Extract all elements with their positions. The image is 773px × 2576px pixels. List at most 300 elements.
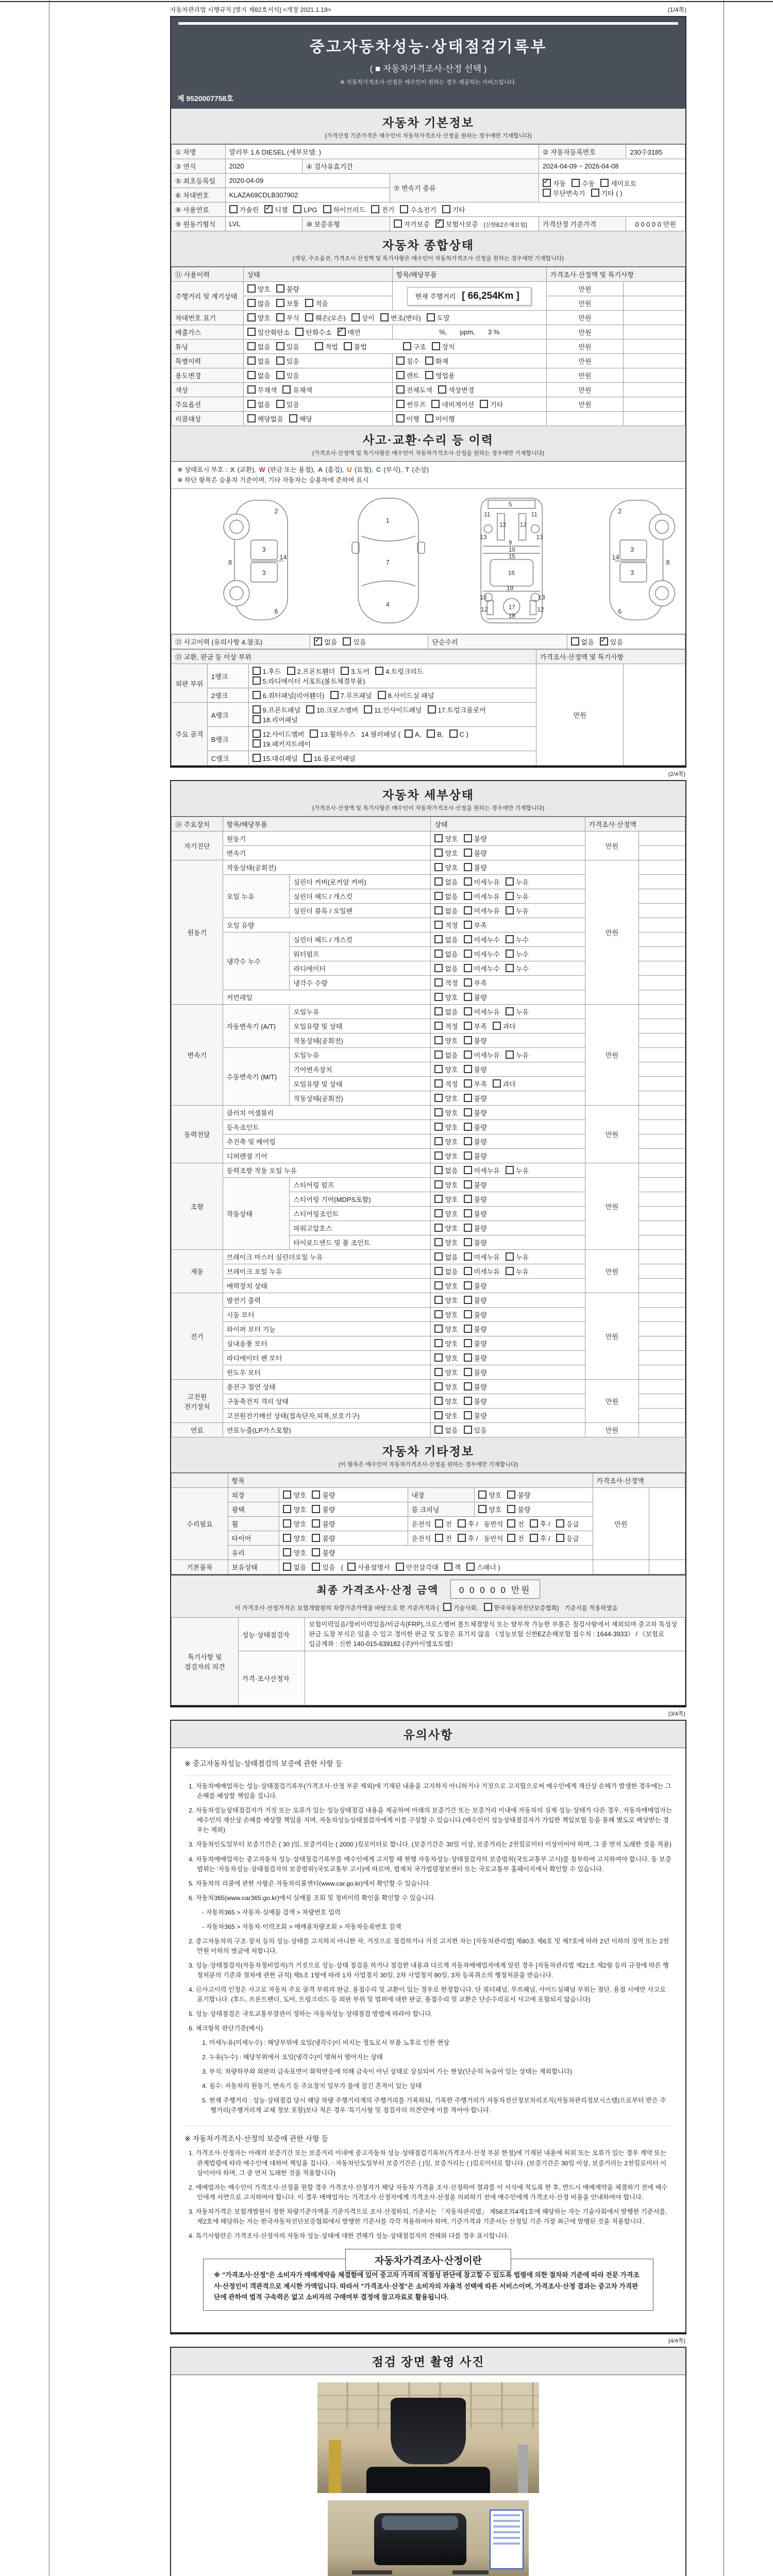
checkbox-icon[interactable]	[591, 189, 599, 197]
checkbox-icon[interactable]	[464, 1079, 472, 1088]
checked-checkbox-icon[interactable]	[600, 637, 608, 646]
checkbox-option[interactable]: 부족	[464, 920, 487, 930]
checkbox-icon[interactable]	[464, 1123, 472, 1131]
checkbox-option[interactable]: 부족	[464, 978, 487, 988]
checkbox-option[interactable]: 전	[507, 1519, 524, 1529]
checkbox-option[interactable]: 6.쿼터패널(리어휀더)	[253, 690, 325, 700]
checkbox-icon[interactable]	[464, 1382, 472, 1391]
checkbox-icon[interactable]	[464, 1368, 472, 1376]
checkbox-icon[interactable]	[247, 400, 256, 408]
checkbox-icon[interactable]	[434, 1339, 443, 1347]
checkbox-icon[interactable]	[434, 1108, 443, 1116]
checkbox-icon[interactable]	[434, 1382, 443, 1391]
checkbox-option[interactable]: 수소전기	[400, 205, 436, 214]
checkbox-icon[interactable]	[464, 1166, 472, 1174]
checkbox-option[interactable]: 부식	[276, 313, 299, 323]
checkbox-icon[interactable]	[434, 892, 443, 900]
checkbox-option[interactable]: 후 /	[458, 1533, 478, 1543]
checked-checkbox-icon[interactable]	[314, 637, 322, 646]
checkbox-icon[interactable]	[572, 179, 580, 187]
checkbox-option[interactable]: 구조	[403, 342, 426, 351]
checkbox-option[interactable]: 미세누유	[464, 906, 500, 916]
checkbox-icon[interactable]	[403, 342, 411, 350]
checkbox-option[interactable]: 양호	[434, 1411, 458, 1420]
checkbox-icon[interactable]	[506, 950, 514, 958]
checkbox-icon[interactable]	[464, 1281, 472, 1290]
checkbox-option[interactable]: 해당없음	[247, 414, 283, 423]
checkbox-icon[interactable]	[506, 935, 514, 943]
checkbox-icon[interactable]	[478, 1490, 486, 1499]
checkbox-icon[interactable]	[396, 1563, 404, 1571]
checkbox-option[interactable]: 불량	[464, 1238, 487, 1247]
checkbox-icon[interactable]	[330, 691, 339, 699]
checkbox-option[interactable]: 많음	[247, 298, 271, 308]
checkbox-option[interactable]: 양호	[434, 1151, 458, 1161]
checkbox-option[interactable]: 12.사이드멤버	[253, 729, 305, 739]
checkbox-option[interactable]: 8.사이드실 패널	[378, 690, 434, 700]
checkbox-icon[interactable]	[253, 676, 261, 685]
checkbox-option[interactable]: 미세누수	[464, 963, 500, 973]
checkbox-icon[interactable]	[305, 313, 313, 321]
checkbox-icon[interactable]	[351, 313, 360, 321]
checkbox-icon[interactable]	[282, 385, 291, 394]
checkbox-icon[interactable]	[427, 313, 435, 321]
checkbox-option[interactable]: 탄화수소	[295, 327, 331, 337]
checkbox-option[interactable]: 불량	[464, 1396, 487, 1406]
checkbox-option[interactable]: 색상변경	[438, 385, 474, 395]
checkbox-icon[interactable]	[464, 1397, 472, 1405]
checkbox-icon[interactable]	[464, 877, 472, 886]
checkbox-icon[interactable]	[438, 385, 446, 394]
checkbox-icon[interactable]	[293, 205, 301, 213]
checkbox-option[interactable]: 전	[507, 1533, 524, 1543]
checkbox-option[interactable]: 무채색	[247, 385, 277, 395]
checkbox-icon[interactable]	[247, 357, 256, 365]
checkbox-option[interactable]: 없음	[434, 1165, 458, 1175]
checkbox-icon[interactable]	[464, 1238, 472, 1246]
checkbox-icon[interactable]	[507, 1534, 515, 1542]
checkbox-icon[interactable]	[434, 935, 443, 943]
checkbox-option[interactable]: 11.인사이드패널	[364, 705, 422, 715]
checkbox-icon[interactable]	[434, 849, 443, 857]
checkbox-icon[interactable]	[464, 1180, 472, 1189]
checkbox-option[interactable]: 없음	[434, 1425, 458, 1435]
checkbox-option[interactable]: 없음	[434, 949, 458, 959]
checkbox-option[interactable]: 양호	[434, 1367, 458, 1377]
checkbox-option[interactable]: 수동	[572, 178, 595, 188]
checkbox-option[interactable]: 렌트	[396, 370, 419, 380]
checkbox-option[interactable]: 있음	[276, 370, 299, 380]
checkbox-icon[interactable]	[434, 1209, 443, 1217]
checkbox-icon[interactable]	[312, 1534, 320, 1542]
checkbox-option[interactable]: 후 /	[530, 1519, 550, 1529]
checkbox-icon[interactable]	[434, 978, 443, 987]
checkbox-icon[interactable]	[434, 1195, 443, 1203]
checkbox-icon[interactable]	[434, 1079, 443, 1088]
checkbox-icon[interactable]	[530, 1519, 538, 1528]
checkbox-option[interactable]: 양호	[434, 1108, 458, 1117]
checkbox-icon[interactable]	[347, 1563, 356, 1571]
checkbox-option[interactable]: 있음	[464, 1425, 487, 1435]
checkbox-icon[interactable]	[464, 964, 472, 972]
checkbox-icon[interactable]	[400, 205, 408, 213]
checkbox-icon[interactable]	[434, 1411, 443, 1419]
checkbox-option[interactable]: 불량	[464, 1411, 487, 1420]
checkbox-option[interactable]: 양호	[434, 1238, 458, 1247]
checkbox-option[interactable]: 불량	[312, 1533, 335, 1543]
checkbox-option[interactable]: 한국자동차진단보증협회)	[484, 1603, 559, 1612]
checkbox-icon[interactable]	[312, 1548, 320, 1556]
checkbox-icon[interactable]	[464, 1353, 472, 1362]
checkbox-option[interactable]: 미세누유	[464, 1165, 500, 1175]
checkbox-icon[interactable]	[305, 299, 313, 307]
checkbox-option[interactable]: 불량	[464, 1137, 487, 1146]
checkbox-option[interactable]: 가솔린	[229, 205, 259, 214]
checkbox-icon[interactable]	[434, 906, 443, 914]
checkbox-icon[interactable]	[396, 371, 405, 379]
checkbox-option[interactable]: 기타 ( )	[591, 188, 623, 198]
checkbox-option[interactable]: 유채색	[282, 385, 312, 395]
checkbox-option[interactable]: B,	[427, 730, 443, 738]
checkbox-icon[interactable]	[464, 849, 472, 857]
checkbox-icon[interactable]	[247, 342, 256, 350]
checkbox-icon[interactable]	[464, 921, 472, 929]
checkbox-icon[interactable]	[283, 1490, 291, 1499]
checkbox-icon[interactable]	[434, 1325, 443, 1333]
checkbox-option[interactable]: 없음	[434, 891, 458, 901]
checkbox-icon[interactable]	[434, 834, 443, 842]
checkbox-icon[interactable]	[371, 205, 379, 213]
checkbox-option[interactable]: A,	[405, 730, 421, 738]
checkbox-option[interactable]: 없음	[434, 935, 458, 944]
checkbox-option[interactable]: 없음	[247, 356, 271, 366]
checkbox-icon[interactable]	[507, 1519, 515, 1528]
checkbox-option[interactable]: 누수	[506, 963, 529, 973]
checkbox-icon[interactable]	[247, 299, 256, 307]
checkbox-icon[interactable]	[253, 667, 261, 675]
checkbox-icon[interactable]	[396, 385, 405, 394]
checkbox-icon[interactable]	[434, 993, 443, 1001]
checkbox-option[interactable]: 적정	[434, 1079, 458, 1089]
checkbox-option[interactable]: 있음	[343, 637, 366, 647]
checkbox-option[interactable]: 19.패키지트레이	[253, 739, 311, 749]
checkbox-icon[interactable]	[464, 1137, 472, 1145]
checkbox-option[interactable]: 누수	[506, 935, 529, 944]
checkbox-icon[interactable]	[484, 1603, 492, 1611]
checkbox-option[interactable]: 불량	[464, 1093, 487, 1103]
checkbox-option[interactable]: 2.프론트휀더	[287, 666, 335, 676]
checkbox-icon[interactable]	[443, 1603, 451, 1611]
checkbox-icon[interactable]	[378, 691, 386, 699]
checkbox-icon[interactable]	[425, 357, 433, 365]
checkbox-icon[interactable]	[247, 385, 256, 394]
checkbox-icon[interactable]	[434, 964, 443, 972]
checkbox-option[interactable]: 불량	[312, 1548, 335, 1557]
checkbox-icon[interactable]	[276, 371, 284, 379]
checkbox-option[interactable]: 없음	[571, 637, 594, 647]
checkbox-icon[interactable]	[434, 1166, 443, 1174]
checkbox-icon[interactable]	[464, 978, 472, 987]
checkbox-icon[interactable]	[283, 1548, 291, 1556]
checkbox-option[interactable]: ✓자동	[543, 178, 566, 188]
checkbox-option[interactable]: 해당	[289, 414, 312, 423]
checkbox-option[interactable]: 불량	[464, 1122, 487, 1132]
checkbox-option[interactable]: 불량	[464, 1353, 487, 1363]
checkbox-icon[interactable]	[506, 1007, 514, 1015]
checkbox-option[interactable]: 불량	[312, 1490, 335, 1500]
checkbox-option[interactable]: 15.대쉬패널	[253, 753, 298, 763]
checkbox-option[interactable]: 부족	[464, 1021, 487, 1031]
checkbox-icon[interactable]	[464, 1426, 472, 1434]
checkbox-icon[interactable]	[434, 950, 443, 958]
checkbox-icon[interactable]	[434, 877, 443, 886]
checkbox-option[interactable]: 양호	[434, 1209, 458, 1218]
checkbox-option[interactable]: 양호	[283, 1533, 306, 1543]
checkbox-option[interactable]: 기타	[442, 205, 465, 214]
checkbox-option[interactable]: 양호	[434, 1093, 458, 1103]
checkbox-icon[interactable]	[434, 1252, 443, 1261]
checkbox-icon[interactable]	[442, 205, 450, 213]
checkbox-option[interactable]: 미세누수	[464, 935, 500, 944]
checkbox-option[interactable]: 화재	[425, 356, 448, 366]
checkbox-option[interactable]: 양호	[434, 1382, 458, 1392]
checkbox-icon[interactable]	[434, 1151, 443, 1160]
checkbox-icon[interactable]	[506, 906, 514, 914]
checkbox-icon[interactable]	[444, 1563, 452, 1571]
checkbox-option[interactable]: 후 /	[530, 1533, 550, 1543]
checkbox-option[interactable]: 스패너 )	[466, 1562, 500, 1572]
checkbox-icon[interactable]	[253, 754, 261, 762]
checkbox-option[interactable]: 불량	[464, 1209, 487, 1218]
checkbox-icon[interactable]	[434, 1123, 443, 1131]
checkbox-option[interactable]: 미세누수	[464, 949, 500, 959]
checkbox-icon[interactable]	[253, 705, 261, 714]
checkbox-option[interactable]: 미세누유	[464, 877, 500, 887]
checkbox-icon[interactable]	[434, 1050, 443, 1059]
checkbox-icon[interactable]	[247, 313, 256, 321]
checkbox-option[interactable]: 하이브리드	[323, 205, 366, 214]
checkbox-icon[interactable]	[464, 935, 472, 943]
checkbox-icon[interactable]	[434, 1397, 443, 1405]
checkbox-option[interactable]: 적정	[434, 1021, 458, 1031]
checkbox-icon[interactable]	[276, 313, 284, 321]
checkbox-option[interactable]: 양호	[434, 1324, 458, 1334]
checkbox-icon[interactable]	[434, 1224, 443, 1232]
checkbox-option[interactable]: 양호	[434, 862, 458, 872]
checkbox-option[interactable]: 양호	[434, 1064, 458, 1074]
checkbox-option[interactable]: 과다	[493, 1021, 516, 1031]
checkbox-icon[interactable]	[464, 906, 472, 914]
checkbox-option[interactable]: 양호	[434, 1396, 458, 1406]
checkbox-icon[interactable]	[464, 1224, 472, 1232]
checkbox-icon[interactable]	[287, 667, 295, 675]
checkbox-option[interactable]: 17.트렁크플로어	[428, 705, 486, 715]
checkbox-icon[interactable]	[464, 1252, 472, 1261]
checkbox-icon[interactable]	[506, 964, 514, 972]
checkbox-icon[interactable]	[464, 892, 472, 900]
checkbox-option[interactable]: 불량	[464, 1194, 487, 1204]
checkbox-icon[interactable]	[434, 1180, 443, 1189]
checkbox-icon[interactable]	[283, 1519, 291, 1528]
checkbox-option[interactable]: 불량	[464, 992, 487, 1002]
checkbox-option[interactable]: 누유	[506, 1007, 529, 1016]
checkbox-option[interactable]: 불량	[507, 1490, 530, 1500]
checkbox-icon[interactable]	[295, 328, 304, 336]
checkbox-option[interactable]: 양호	[247, 284, 271, 294]
checkbox-icon[interactable]	[543, 189, 551, 197]
checkbox-option[interactable]: 일산화탄소	[247, 327, 290, 337]
checkbox-icon[interactable]	[434, 1036, 443, 1044]
checkbox-option[interactable]: 양호	[434, 992, 458, 1002]
checkbox-icon[interactable]	[312, 1563, 320, 1571]
checkbox-option[interactable]: 적정	[434, 978, 458, 988]
checkbox-option[interactable]: 네비게이션	[431, 399, 474, 409]
checkbox-icon[interactable]	[283, 1534, 291, 1542]
checkbox-icon[interactable]	[315, 342, 323, 350]
checkbox-icon[interactable]	[507, 1505, 515, 1513]
checkbox-option[interactable]: 없음	[434, 1050, 458, 1060]
checkbox-icon[interactable]	[375, 667, 383, 675]
checkbox-option[interactable]: 전기	[371, 205, 394, 214]
checkbox-icon[interactable]	[464, 1151, 472, 1160]
checkbox-option[interactable]: 전	[435, 1533, 452, 1543]
checkbox-icon[interactable]	[480, 400, 488, 408]
checkbox-option[interactable]: 무단변속기	[543, 188, 585, 198]
checkbox-icon[interactable]	[464, 1209, 472, 1217]
checkbox-icon[interactable]	[310, 730, 318, 738]
checkbox-option[interactable]: 불량	[464, 1223, 487, 1233]
checkbox-icon[interactable]	[394, 219, 402, 228]
checkbox-option[interactable]: 불량	[312, 1519, 335, 1529]
checkbox-option[interactable]: 미세누유	[464, 1266, 500, 1276]
checkbox-option[interactable]: 변조(변타)	[380, 313, 421, 323]
checkbox-option[interactable]: 침수	[396, 356, 419, 366]
checkbox-option[interactable]: 양호	[247, 313, 271, 323]
checkbox-option[interactable]: ✓ 매연	[338, 327, 361, 337]
checkbox-icon[interactable]	[464, 863, 472, 871]
checkbox-option[interactable]: 양호	[283, 1490, 306, 1500]
checkbox-option[interactable]: 양호	[434, 848, 458, 858]
checkbox-icon[interactable]	[312, 1490, 320, 1499]
checkbox-icon[interactable]	[464, 834, 472, 842]
checkbox-option[interactable]: 불량	[464, 1338, 487, 1348]
checkbox-icon[interactable]	[434, 1137, 443, 1145]
checkbox-icon[interactable]	[571, 637, 579, 646]
checkbox-option[interactable]: 적법	[315, 342, 338, 351]
checkbox-option[interactable]: 불량	[464, 834, 487, 843]
checkbox-icon[interactable]	[312, 1505, 320, 1513]
checkbox-option[interactable]: 있음	[276, 399, 299, 409]
checkbox-icon[interactable]	[432, 342, 440, 350]
checkbox-option[interactable]: 자가보증	[394, 219, 430, 229]
checkbox-icon[interactable]	[276, 299, 284, 307]
checkbox-option[interactable]: 보통	[276, 298, 299, 308]
checkbox-option[interactable]: 1.후드	[253, 666, 281, 676]
checkbox-option[interactable]: 미세누유	[464, 1050, 500, 1060]
checkbox-icon[interactable]	[283, 1505, 291, 1513]
checkbox-option[interactable]: C )	[449, 730, 468, 738]
checkbox-icon[interactable]	[464, 1007, 472, 1015]
checkbox-icon[interactable]	[289, 414, 297, 422]
checkbox-option[interactable]: 양호	[434, 1194, 458, 1204]
checkbox-option[interactable]: 양호	[478, 1490, 501, 1500]
checkbox-option[interactable]: 3.도어	[341, 666, 369, 676]
checkbox-option[interactable]: ✓ 없음	[314, 637, 337, 647]
checkbox-option[interactable]: 불량	[464, 1108, 487, 1117]
checkbox-option[interactable]: 불량	[464, 1382, 487, 1392]
checkbox-option[interactable]: 양호	[434, 1310, 458, 1319]
checkbox-option[interactable]: 9.프론트패널	[253, 705, 301, 715]
checkbox-icon[interactable]	[434, 1022, 443, 1030]
checkbox-icon[interactable]	[425, 414, 433, 422]
checkbox-option[interactable]: 썬루프	[396, 399, 426, 409]
checkbox-option[interactable]: 영업용	[425, 370, 455, 380]
checkbox-icon[interactable]	[556, 1519, 564, 1528]
checkbox-option[interactable]: 누유	[506, 891, 529, 901]
checkbox-icon[interactable]	[434, 1065, 443, 1073]
checkbox-icon[interactable]	[304, 754, 312, 762]
checkbox-option[interactable]: 양호	[434, 834, 458, 843]
checkbox-option[interactable]: 7.루프패널	[330, 690, 372, 700]
checkbox-icon[interactable]	[464, 1310, 472, 1318]
checked-checkbox-icon[interactable]	[264, 205, 273, 213]
checkbox-option[interactable]: 미세누유	[464, 1252, 500, 1262]
checkbox-option[interactable]: 불량	[507, 1504, 530, 1514]
checkbox-icon[interactable]	[396, 400, 405, 408]
checkbox-option[interactable]: 불량	[464, 862, 487, 872]
checkbox-option[interactable]: 잭	[444, 1562, 461, 1572]
checkbox-icon[interactable]	[464, 1050, 472, 1059]
checkbox-icon[interactable]	[434, 1353, 443, 1362]
checkbox-option[interactable]: 양호	[434, 1223, 458, 1233]
checkbox-icon[interactable]	[405, 730, 413, 738]
checkbox-icon[interactable]	[458, 1519, 466, 1528]
checkbox-icon[interactable]	[253, 730, 261, 738]
checkbox-icon[interactable]	[247, 328, 256, 336]
checkbox-icon[interactable]	[466, 1563, 475, 1571]
checkbox-icon[interactable]	[276, 357, 284, 365]
checkbox-icon[interactable]	[247, 371, 256, 379]
checkbox-option[interactable]: 전체도색	[396, 385, 432, 395]
checkbox-icon[interactable]	[464, 1022, 472, 1030]
checkbox-icon[interactable]	[464, 1094, 472, 1102]
checkbox-option[interactable]: 16.플로어패널	[304, 753, 356, 763]
checkbox-option[interactable]: 적음	[305, 298, 328, 308]
checkbox-icon[interactable]	[464, 1195, 472, 1203]
checkbox-icon[interactable]	[506, 1166, 514, 1174]
checkbox-icon[interactable]	[434, 1296, 443, 1304]
checkbox-icon[interactable]	[427, 730, 435, 738]
checkbox-icon[interactable]	[464, 1339, 472, 1347]
checkbox-option[interactable]: 누유	[506, 1050, 529, 1060]
checkbox-option[interactable]: 미이행	[425, 414, 455, 423]
checkbox-option[interactable]: 불량	[464, 1151, 487, 1161]
checkbox-option[interactable]: 없음	[283, 1562, 306, 1572]
checkbox-icon[interactable]	[464, 1411, 472, 1419]
checkbox-option[interactable]: 불법	[344, 342, 367, 351]
checkbox-option[interactable]: 누유	[506, 1165, 529, 1175]
checkbox-icon[interactable]	[276, 284, 284, 293]
checkbox-option[interactable]: 불량	[464, 1036, 487, 1045]
checkbox-icon[interactable]	[396, 414, 405, 422]
checkbox-option[interactable]: 없음	[434, 1007, 458, 1016]
checkbox-option[interactable]: 없음	[434, 963, 458, 973]
checkbox-option[interactable]: 10.크로스멤버	[306, 705, 358, 715]
checkbox-icon[interactable]	[556, 1534, 564, 1542]
checkbox-option[interactable]: 양호	[434, 1281, 458, 1291]
checkbox-icon[interactable]	[434, 1094, 443, 1102]
checkbox-option[interactable]: 불량	[464, 1324, 487, 1334]
